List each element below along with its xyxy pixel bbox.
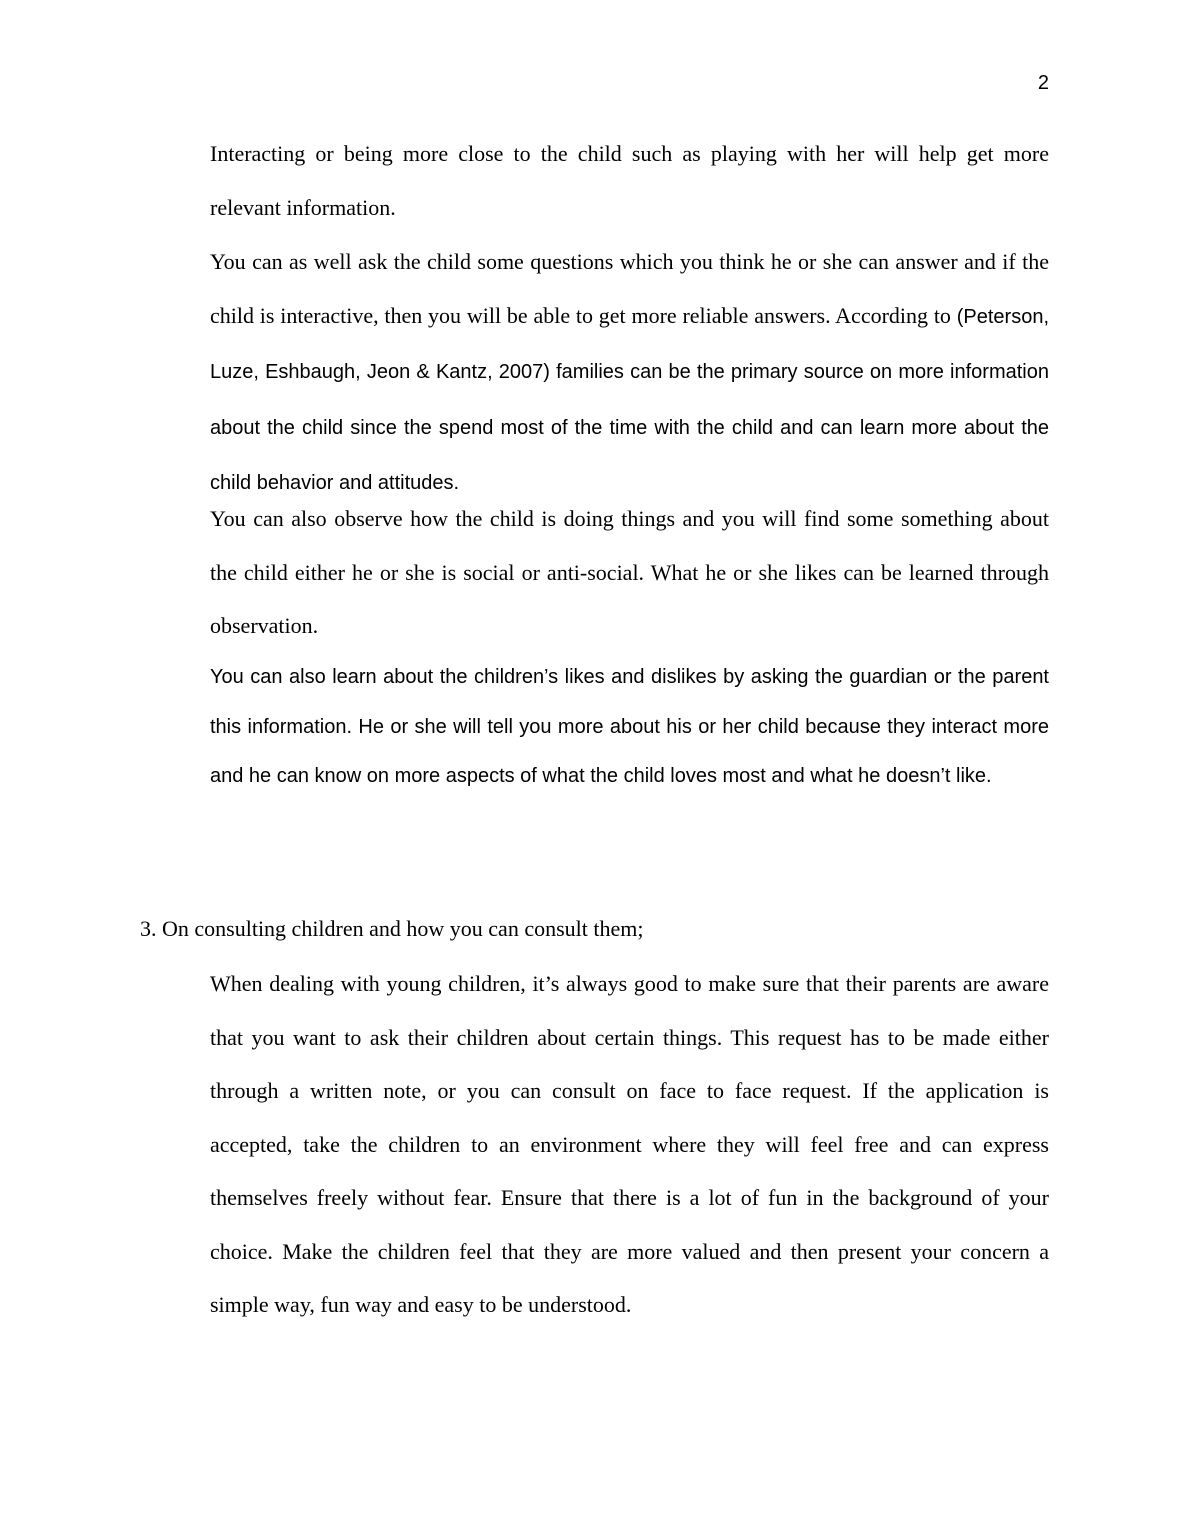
paragraph-likes-dislikes: You can also learn about the children’s likes and dislikes by asking the guardian or the parent this information. He or she will tell you more about his or her child because they interact more and he can know on more aspects of what the child loves most and what he doesn’t like. — [210, 666, 1049, 787]
section-3-heading: 3. On consulting children and how you can consult them; — [140, 916, 644, 941]
paragraph-observation: You can also observe how the child is doing things and you will find some something about the child either he or she is social or anti-social. What he or she likes can be learned through observation. — [210, 506, 1049, 638]
page-number: 2 — [1037, 72, 1049, 94]
paragraph-consulting-children: When dealing with young children, it’s always good to make sure that their parents are aware that you want to ask their children about certain things. This request has to be made either through a written note, or you can consult on face to face request. If the application is accepted, take the children to an environment where they will feel free and can express themselves freely without fear. Ensure that there is a lot of fun in the background of your choice. Make the children feel that they are more valued and then present your concern a simple way, fun way and easy to be understood. — [210, 971, 1049, 1317]
paragraph-interacting: Interacting or being more close to the child such as playing with her will help get more relevant information. — [210, 141, 1049, 220]
paragraph-questions — [210, 235, 1049, 511]
paragraph-questions-text: You can as well ask the child some questions which you think he or she can answer and if the child is interactive, then you will be able to get more reliable answers. According to — [210, 249, 1049, 328]
citation-peterson-text: (Peterson, Luze, Eshbaugh, Jeon & Kantz, 2007) families can be the primary source on more information about the child since the spend most of the time with the child and can learn more about the child behavior and attitudes. — [210, 305, 1049, 494]
